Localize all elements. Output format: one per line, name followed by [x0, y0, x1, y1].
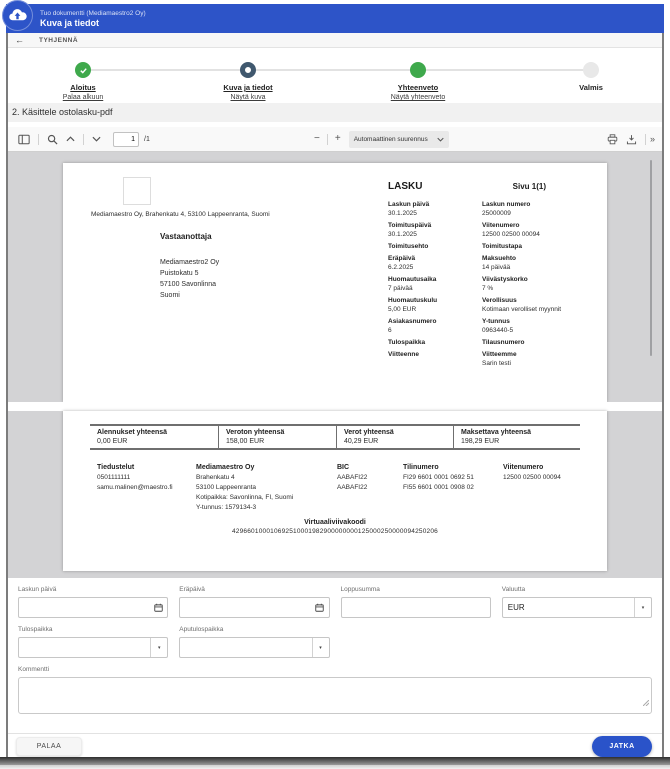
step-label: Valmis: [579, 83, 603, 92]
search-icon[interactable]: [47, 134, 58, 145]
total-cell: Alennukset yhteensä 0,00 EUR: [97, 429, 168, 445]
recipient-line: Mediamaestro2 Oy: [160, 259, 220, 266]
recipient-line: 57100 Savonlinna: [160, 281, 217, 288]
recipient-heading: Vastaanottaja: [160, 232, 212, 241]
pdf-toolbar: [8, 127, 662, 152]
pending-circle-icon: [583, 62, 599, 78]
continue-button[interactable]: JATKA: [592, 736, 652, 757]
app-bar-subtitle: Tuo dokumentti (Mediamaestro2 Oy): [40, 9, 146, 17]
sender-address-line: Mediamaestro Oy, Brahenkatu 4, 53100 Lappeenranta, Suomi: [91, 211, 270, 218]
virtual-barcode: [63, 519, 607, 535]
more-tools-icon[interactable]: »: [649, 134, 654, 144]
zoom-mode-select[interactable]: [349, 131, 449, 148]
pdf-viewer[interactable]: [8, 152, 662, 578]
step-valmis: [526, 53, 656, 92]
detail-cell: Eräpäivä 6.2.2025: [388, 255, 416, 271]
invoice-page-bottom: [63, 411, 607, 571]
window-bottom-strip: [0, 765, 670, 769]
detail-cell: Viitteenne: [388, 351, 419, 358]
document-type: LASKU: [388, 181, 423, 192]
step-link-nayta-yhteenveto[interactable]: Näytä yhteenveto: [390, 94, 446, 101]
detail-cell: Laskun päivä 30.1.2025: [388, 201, 430, 217]
footer-bar: [8, 733, 662, 757]
field-label: Valuutta: [501, 586, 526, 593]
contact-column-viitenumero: Viitenumero 12500 02500 00094: [503, 464, 561, 481]
contact-column-company: Mediamaestro Oy Brahenkatu 4 53100 Lappeenranta Kotipaikka: Savonlinna, FI, Suomi Y-tunnus: 1579134-3: [196, 464, 294, 511]
field-label: Laskun päivä: [18, 586, 57, 593]
clear-button[interactable]: TYHJENNÄ: [39, 36, 79, 44]
detail-cell: Asiakasnumero 6: [388, 318, 437, 334]
back-arrow-icon[interactable]: ←: [15, 34, 24, 45]
total-amount-input[interactable]: [341, 597, 491, 618]
barcode-value: 429660100010692510001982900000000125000250000094250206: [231, 528, 438, 535]
detail-cell: Viitteemme Sarin testi: [482, 351, 517, 367]
field-tulospaikka: [18, 626, 168, 658]
step-label: Aloitus: [70, 83, 96, 92]
field-valuutta: [502, 586, 652, 618]
zoom-mode-value: Automaattinen suurennus: [353, 135, 428, 143]
calendar-icon[interactable]: [149, 598, 167, 617]
total-cell: Verot yhteensä 40,29 EUR: [336, 426, 453, 448]
stepper: [8, 49, 662, 103]
field-label: Eräpäivä: [179, 586, 205, 593]
step-kuva-ja-tiedot: [183, 53, 313, 101]
step-link-palaa-alkuun[interactable]: Palaa alkuun: [62, 94, 104, 101]
app-bar-title: Kuva ja tiedot: [40, 17, 100, 28]
detail-cell: Verollisuus Kotimaan verolliset myynnit: [482, 297, 562, 313]
recipient-address: [160, 257, 219, 301]
field-label: Aputulospaikka: [179, 626, 224, 633]
invoice-date-input[interactable]: [18, 597, 168, 618]
invoice-form: [8, 578, 662, 733]
field-label: Tulospaikka: [18, 626, 53, 633]
back-button[interactable]: PALAA: [16, 737, 82, 756]
field-laskun-paiva: [18, 586, 168, 618]
detail-cell: Huomautuskulu 5,00 EUR: [388, 297, 438, 313]
zoom-in-icon[interactable]: +: [334, 133, 341, 144]
dropdown-arrow-icon[interactable]: ▾: [312, 638, 329, 657]
due-date-input[interactable]: [179, 597, 329, 618]
field-aputulospaikka: [179, 626, 329, 658]
print-icon[interactable]: [607, 134, 618, 145]
comment-textarea[interactable]: [18, 677, 652, 714]
current-step-icon: [240, 62, 256, 78]
cloud-upload-icon: [2, 0, 33, 31]
sub-toolbar: [8, 33, 662, 48]
logo-placeholder: [123, 177, 151, 205]
app-bar: [6, 4, 664, 33]
viewer-scrollbar[interactable]: [650, 160, 652, 356]
totals-table: [90, 424, 580, 450]
check-circle-icon: [75, 62, 91, 78]
field-loppusumma: [341, 586, 491, 618]
detail-cell: Maksuehto 14 päivää: [482, 255, 516, 271]
field-label: Loppusumma: [340, 586, 380, 593]
chevron-down-icon[interactable]: [92, 136, 101, 142]
detail-cell: Toimituspäivä 30.1.2025: [388, 222, 432, 238]
field-erapaiva: [179, 586, 329, 618]
window-bottom-edge: [0, 757, 670, 765]
detail-cell: Huomautusaika 7 päivää: [388, 276, 437, 292]
sub-profit-center-select[interactable]: [179, 637, 329, 658]
invoice-page-top: [63, 163, 607, 402]
step-aloitus: [18, 53, 148, 101]
resize-handle-icon[interactable]: [643, 693, 649, 711]
recipient-line: Puistokatu 5: [160, 270, 199, 277]
detail-cell: Toimitusehto: [388, 243, 429, 250]
detail-cell: Y-tunnus 0963440-5: [482, 318, 514, 334]
detail-cell: Toimitustapa: [482, 243, 522, 250]
chevron-up-icon[interactable]: [66, 136, 75, 142]
done-circle-icon: [410, 62, 426, 78]
page-number-input[interactable]: [113, 132, 139, 147]
calendar-icon[interactable]: [311, 598, 329, 617]
field-kommentti: [18, 666, 652, 714]
select-chevron-icon: [437, 137, 444, 142]
step-label: Kuva ja tiedot: [223, 83, 273, 92]
dropdown-arrow-icon[interactable]: ▾: [634, 598, 651, 617]
section-title: 2. Käsittele ostolasku-pdf: [8, 103, 662, 122]
contact-column-tilinumero: Tilinumero FI29 6601 0001 0692 51 FI55 6601 0001 0908 02: [403, 464, 474, 491]
recipient-line: Suomi: [160, 292, 180, 299]
main-frame: [6, 33, 664, 757]
page-gap: [8, 402, 662, 411]
detail-cell: Viitenumero 12500 02500 00094: [482, 222, 540, 238]
step-yhteenveto: [353, 53, 483, 101]
currency-value: EUR: [507, 603, 525, 612]
currency-select[interactable]: [502, 597, 652, 618]
sidebar-toggle-icon[interactable]: [18, 134, 30, 145]
barcode-title: Virtuaaliviivakoodi: [304, 519, 366, 526]
page-info: Sivu 1(1): [512, 182, 546, 191]
total-cell: Veroton yhteensä 158,00 EUR: [218, 426, 336, 448]
detail-cell: Tulospaikka: [388, 339, 426, 346]
invoice-details: [388, 181, 568, 371]
step-link-nayta-kuva[interactable]: Näytä kuva: [230, 94, 266, 101]
zoom-out-icon[interactable]: −: [314, 133, 320, 144]
stepper-connector: [83, 69, 591, 71]
dropdown-arrow-icon[interactable]: ▾: [150, 638, 167, 657]
field-label: Kommentti: [18, 666, 50, 673]
invoice-details-grid: [388, 200, 568, 371]
profit-center-select[interactable]: [18, 637, 168, 658]
detail-cell: Tilausnumero: [482, 339, 525, 346]
step-label: Yhteenveto: [397, 83, 439, 92]
total-cell: Maksettava yhteensä 198,29 EUR: [453, 426, 580, 448]
download-icon[interactable]: [626, 134, 637, 145]
detail-cell: Viivästyskorko 7 %: [482, 276, 528, 292]
contact-column-tiedustelut: Tiedustelut 0501111111 samu.malinen@maestro.fi: [97, 464, 173, 491]
page-total-label: /1: [144, 135, 150, 143]
detail-cell: Laskun numero 25000009: [482, 201, 531, 217]
contact-column-bic: BIC AABAFI22 AABAFI22: [337, 464, 368, 491]
